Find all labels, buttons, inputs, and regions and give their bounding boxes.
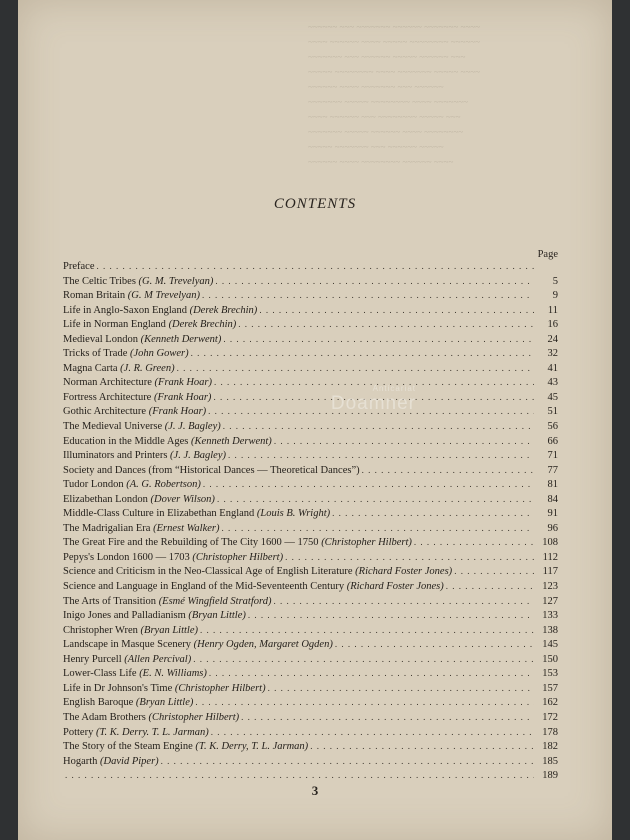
toc-entry <box>63 727 558 742</box>
toc-entry <box>63 319 558 334</box>
toc-entry <box>63 610 558 625</box>
toc-entry-page: 123 <box>542 581 558 593</box>
toc-entry-title: Hogarth <box>63 755 98 767</box>
toc-entry-author: (Christopher Hilbert) <box>192 551 284 563</box>
toc-entry-page: 71 <box>547 450 558 462</box>
dot-leader <box>195 697 534 707</box>
dot-leader <box>310 741 534 751</box>
toc-entry <box>63 697 558 712</box>
toc-entry <box>63 450 558 465</box>
toc-entry-author: (Richard Foster Jones) <box>346 581 444 593</box>
toc-entry-title: Pottery <box>63 726 94 738</box>
toc-entry-page: 32 <box>547 348 558 360</box>
toc-entry-author: (David Piper) <box>100 755 159 767</box>
toc-entry-text <box>63 421 221 432</box>
dot-leader <box>454 566 534 576</box>
dot-leader <box>259 305 534 315</box>
toc-entry-text <box>63 756 159 767</box>
toc-entry-page: 108 <box>542 537 558 549</box>
dot-leader <box>203 479 534 489</box>
toc-entry <box>63 654 558 669</box>
book-page <box>18 0 612 840</box>
toc-entry-author: (Derek Brechin) <box>189 304 258 316</box>
toc-entry <box>63 261 558 276</box>
toc-entry-author: (J. J. Bagley) <box>164 421 221 433</box>
toc-entry-text <box>63 305 257 316</box>
toc-entry-author: (John Gower) <box>130 348 189 360</box>
toc-entry-title: The Adam Brothers <box>63 711 146 723</box>
toc-entry-title: Inigo Jones and Palladianism <box>63 610 186 622</box>
dot-leader <box>193 654 534 664</box>
toc-entry-page: 43 <box>547 377 558 389</box>
toc-entry <box>63 334 558 349</box>
dot-leader <box>268 683 534 693</box>
toc-entry-title: Tudor London <box>63 479 124 491</box>
toc-entry-page: 11 <box>547 304 558 316</box>
toc-entry-author: (Kenneth Derwent) <box>140 333 222 345</box>
table-of-contents <box>63 261 558 785</box>
dot-leader <box>96 261 534 271</box>
dot-leader <box>285 552 534 562</box>
toc-entry-text <box>63 450 226 461</box>
toc-entry-title: Fortress Architecture <box>63 391 152 403</box>
toc-entry-page: 77 <box>547 464 558 476</box>
toc-entry-text <box>63 727 209 738</box>
toc-entry-text <box>63 523 219 534</box>
toc-entry-page: 157 <box>542 682 558 694</box>
toc-entry <box>63 668 558 683</box>
toc-entry-page: 56 <box>547 421 558 433</box>
toc-entry-author: (Christopher Hilbert) <box>148 711 240 723</box>
toc-entry-author: (Ernest Walker) <box>153 522 220 534</box>
show-through-text: ~~~~~~ ~~~ ~~~~~~~ ~~~~~~ ~~~~~~~ ~~~~ ~~~~ ~~~~~~ ~~~~ ~~~~~ ~~~~~~~~ ~~~~~~ ~~~~~~~ ~~~ ~~~~~~ ~~~~~ ~~~~~~ ~~~ ~~~~~ ~~~~~~~~ ~~~~ ~~~~~~~ ~~~~~ ~~~~ ~~~~~~ ~~~~ ~~~~~~~ ~~~ ~~~~~~ ~~~~~~~ ~~~~~ ~~~~~~~~ ~~~~ ~~~~~~~ ~~~~ ~~~~~~ ~~~ ~~~~~~~~ ~~~~~ ~~~ ~~~~~~~ ~~~~~ ~~~~~~ ~~~~ ~~~~~~~~ ~~~~~ ~~~~~~~ ~~~ ~~~~~~ ~~~~~ ~~~~~~ ~~~~ ~~~~~~~~ ~~~~~~ ~~~~ <box>308 22 480 167</box>
dot-leader <box>200 625 534 635</box>
toc-entry-page: 162 <box>542 697 558 709</box>
toc-entry <box>63 363 558 378</box>
dot-leader <box>191 348 534 358</box>
toc-entry-author: (A. G. Robertson) <box>126 479 201 491</box>
toc-entry-author: (G. M Trevelyan) <box>127 290 200 302</box>
watermark <box>276 384 416 420</box>
toc-entry-page: 81 <box>547 479 558 491</box>
toc-entry-author: (Bryan Little) <box>140 624 198 636</box>
toc-entry-page: 153 <box>542 668 558 680</box>
toc-entry-text <box>63 712 239 723</box>
dot-leader <box>221 523 534 533</box>
toc-entry-author: (Christopher Hilbert) <box>174 682 266 694</box>
toc-entry <box>63 639 558 654</box>
toc-entry <box>63 581 558 596</box>
dot-leader <box>209 668 534 678</box>
toc-entry <box>63 741 558 756</box>
toc-entry-text <box>63 494 215 505</box>
watermark-small-text: Anticariat <box>372 384 416 393</box>
toc-entry-page: 189 <box>542 770 558 782</box>
toc-entry-page: 127 <box>542 595 558 607</box>
toc-entry-page: 24 <box>547 333 558 345</box>
toc-entry <box>63 290 558 305</box>
toc-entry-author: (Dover Wilson) <box>150 493 215 505</box>
toc-entry-author: (J. R. Green) <box>120 362 175 374</box>
dot-leader <box>177 363 534 373</box>
toc-entry-text <box>63 334 221 345</box>
toc-entry-title: Norman Architecture <box>63 377 152 389</box>
toc-entry-page: 9 <box>552 290 558 302</box>
toc-entry-author: (Frank Hoar) <box>154 377 212 389</box>
dot-leader <box>211 727 534 737</box>
toc-entry <box>63 305 558 320</box>
toc-entry-author: (Frank Hoar) <box>148 406 207 418</box>
toc-entry-author: (Bryan Little) <box>135 697 194 709</box>
toc-entry <box>63 421 558 436</box>
toc-entry <box>63 479 558 494</box>
toc-entry-page: 5 <box>552 275 558 287</box>
toc-entry <box>63 436 558 451</box>
toc-entry-text <box>63 566 452 577</box>
dot-leader <box>223 421 534 431</box>
toc-entry-text <box>63 436 272 447</box>
toc-entry-author: (Christopher Hilbert) <box>321 537 412 549</box>
toc-entry-text <box>63 276 213 287</box>
toc-entry-page: 172 <box>542 711 558 723</box>
toc-entry-author: (E. N. Williams) <box>139 668 207 680</box>
toc-entry-text <box>63 465 360 476</box>
toc-entry-title: Life in Anglo-Saxon England <box>63 304 187 316</box>
dot-leader <box>161 756 534 766</box>
toc-entry-author: (Derek Brechin) <box>168 319 237 331</box>
toc-entry-title: Middle-Class Culture in Elizabethan England <box>63 508 255 520</box>
toc-entry-text <box>63 596 271 607</box>
toc-entry-text <box>63 348 189 359</box>
toc-entry <box>63 566 558 581</box>
toc-entry-title: Magna Carta <box>63 362 118 374</box>
toc-entry-title: Medieval London <box>63 333 138 345</box>
dot-leader <box>332 508 534 518</box>
toc-entry-author: (Henry Ogden, Margaret Ogden) <box>193 639 333 651</box>
dot-leader <box>362 465 534 475</box>
toc-entry-page: 182 <box>542 741 558 753</box>
toc-entry <box>63 465 558 480</box>
toc-entry <box>63 508 558 523</box>
toc-entry-text <box>63 537 412 548</box>
toc-entry-text <box>63 581 444 592</box>
toc-entry-page: 16 <box>547 319 558 331</box>
toc-entry-title: Henry Purcell <box>63 653 122 665</box>
toc-entry-title: The Medieval Universe <box>63 421 163 433</box>
toc-entry-title: Roman Britain <box>63 290 126 302</box>
toc-entry-page: 112 <box>542 551 558 563</box>
dot-leader <box>65 770 534 780</box>
toc-entry-page: 117 <box>542 566 558 578</box>
contents-title: CONTENTS <box>273 196 357 212</box>
toc-entry-text <box>63 683 266 694</box>
toc-entry-title: Landscape in Masque Scenery <box>63 639 191 651</box>
dot-leader <box>228 450 534 460</box>
toc-entry <box>63 683 558 698</box>
toc-entry-title: Christopher Wren <box>63 624 138 636</box>
dot-leader <box>241 712 534 722</box>
toc-entry-text <box>63 697 193 708</box>
toc-entry <box>63 494 558 509</box>
toc-entry-title: The Celtic Tribes <box>63 275 136 287</box>
dot-leader <box>223 334 534 344</box>
toc-entry-title: Pepys's London 1600 — 1703 <box>63 551 190 563</box>
dot-leader <box>446 581 534 591</box>
toc-entry-page: 45 <box>547 391 558 403</box>
toc-entry-text <box>63 363 175 374</box>
toc-entry-author: (T. K. Derry. T. L. Jarman) <box>95 726 209 738</box>
toc-entry-text <box>63 319 236 330</box>
toc-entry-author: (Frank Hoar) <box>153 391 212 403</box>
toc-entry-text <box>63 377 212 388</box>
dot-leader <box>202 290 534 300</box>
toc-entry-text <box>63 261 94 272</box>
toc-entry-page: 84 <box>547 493 558 505</box>
toc-entry-page: 150 <box>542 653 558 665</box>
toc-entry-title: The Story of the Steam Engine <box>63 741 193 753</box>
dot-leader <box>248 610 534 620</box>
toc-entry-text <box>63 552 283 563</box>
toc-entry-text <box>63 610 246 621</box>
toc-entry-text <box>63 479 201 490</box>
toc-entry-text <box>63 654 191 665</box>
toc-entry-author: (Louis B. Wright) <box>256 508 331 520</box>
toc-entry <box>63 712 558 727</box>
toc-entry <box>63 552 558 567</box>
toc-entry-title: Illuminators and Printers <box>63 450 168 462</box>
toc-entry-title: Tricks of Trade <box>63 348 128 360</box>
toc-entry-title: Science and Language in England of the Mid-Seventeenth Century <box>63 581 345 593</box>
toc-entry-title: The Great Fire and the Rebuilding of The City 1600 — 1750 <box>63 537 319 549</box>
toc-entry <box>63 537 558 552</box>
toc-entry-author: (Bryan Little) <box>188 610 246 622</box>
toc-entry <box>63 625 558 640</box>
toc-entry-text <box>63 508 330 519</box>
toc-entry-author: (Allen Percival) <box>124 653 192 665</box>
toc-entry-page: 185 <box>542 755 558 767</box>
toc-entry-author: (J. J. Bagley) <box>170 450 226 462</box>
dot-leader <box>274 436 534 446</box>
dot-leader <box>238 319 534 329</box>
toc-entry-author: (Kenneth Derwent) <box>191 435 272 447</box>
toc-entry-title: Life in Norman England <box>63 319 166 331</box>
toc-entry <box>63 276 558 291</box>
toc-entry-title: Lower-Class Life <box>63 668 137 680</box>
dot-leader <box>335 639 534 649</box>
toc-entry-title: Society and Dances (from “Historical Dances — Theoretical Dances”) <box>63 464 360 476</box>
toc-entry <box>63 756 558 771</box>
toc-entry-text <box>63 668 207 679</box>
toc-entry <box>63 348 558 363</box>
toc-entry-text <box>63 392 211 403</box>
toc-entry-text <box>63 741 308 752</box>
toc-entry-page: 91 <box>547 508 558 520</box>
toc-entry-title: Life in Dr Johnson's Time <box>63 682 173 694</box>
toc-entry-page: 66 <box>547 435 558 447</box>
dot-leader <box>414 537 534 547</box>
toc-entry-page: 51 <box>547 406 558 418</box>
dot-leader <box>273 596 534 606</box>
toc-entry-title: Science and Criticism in the Neo-Classical Age of English Literature <box>63 566 353 578</box>
toc-entry-page: 178 <box>542 726 558 738</box>
toc-entry-page: 133 <box>542 610 558 622</box>
toc-entry <box>63 523 558 538</box>
dot-leader <box>215 276 534 286</box>
toc-entry-text <box>63 290 200 301</box>
toc-entry-text <box>63 625 198 636</box>
toc-entry-author: (T. K. Derry, T. L. Jarman) <box>195 741 309 753</box>
toc-entry-page: 96 <box>547 522 558 534</box>
toc-entry-title: English Baroque <box>63 697 134 709</box>
toc-entry-author: (G. M. Trevelyan) <box>138 275 214 287</box>
toc-entry <box>63 596 558 611</box>
watermark-big-text: Doamner <box>330 393 416 414</box>
toc-entry-title: Preface <box>63 261 95 272</box>
toc-entry-author: (Richard Foster Jones) <box>355 566 453 578</box>
toc-entry-text <box>63 406 206 417</box>
toc-entry-text <box>63 639 333 650</box>
toc-entry-page: 138 <box>542 624 558 636</box>
page-column-header: Page <box>537 249 558 260</box>
page-number: 3 <box>311 783 319 798</box>
toc-entry-title: Elizabethan London <box>63 493 148 505</box>
toc-entry-page: 41 <box>547 362 558 374</box>
dot-leader <box>217 494 534 504</box>
toc-entry-title: The Madrigalian Era <box>63 522 151 534</box>
toc-entry-title: Gothic Architecture <box>63 406 147 418</box>
toc-entry-author: (Esmé Wingfield Stratford) <box>158 595 272 607</box>
toc-entry-title: The Arts of Transition <box>63 595 157 607</box>
toc-entry-page: 145 <box>542 639 558 651</box>
toc-entry-title: Education in the Middle Ages <box>63 435 189 447</box>
